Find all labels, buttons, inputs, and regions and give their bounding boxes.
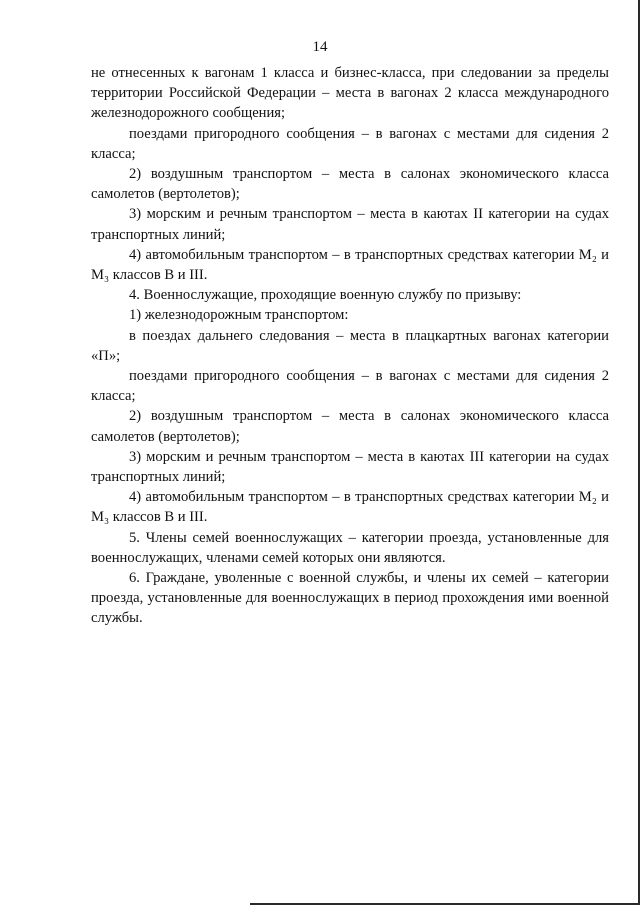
paragraph-section-4-heading: 4. Военнослужащие, проходящие военную службу по призыву: bbox=[129, 287, 522, 304]
paragraph-suburban-train-2: поездами пригородного сообщения – в вагонах с местами для сидения 2 класса; bbox=[91, 368, 609, 405]
paragraph-section-6: 6. Граждане, уволенные с военной службы, и члены их семей – категории проезда, установленные для военнослужащих в период прохождения ими военной службы. bbox=[91, 570, 609, 627]
paragraph-sea-river-transport-1: 3) морским и речным транспортом – места в каютах II категории на судах транспортных линий; bbox=[91, 206, 609, 243]
paragraph-air-transport-1: 2) воздушным транспортом – места в салонах экономического класса самолетов (вертолетов); bbox=[91, 166, 609, 203]
paragraph-continuation: не отнесенных к вагонам 1 класса и бизнес-класса, при следовании за пределы территории Российской Федерации – места в вагонах 2 класса международного железнодорожного сообщения; bbox=[91, 65, 609, 122]
document-body bbox=[91, 63, 609, 629]
paragraph-suburban-train-1: поездами пригородного сообщения – в вагонах с местами для сидения 2 класса; bbox=[91, 125, 609, 162]
paragraph-rail-transport: 1) железнодорожным транспортом: bbox=[129, 307, 349, 324]
paragraph-road-transport-2: 4) автомобильным транспортом – в транспортных средствах категории M₂ и M₃ классов B и III. bbox=[91, 489, 609, 526]
paragraph-air-transport-2: 2) воздушным транспортом – места в салонах экономического класса самолетов (вертолетов); bbox=[91, 408, 609, 445]
paragraph-sea-river-transport-2: 3) морским и речным транспортом – места в каютах III категории на судах транспортных линий; bbox=[91, 448, 609, 486]
paragraph-long-distance-train: в поездах дальнего следования – места в плацкартных вагонах категории «П»; bbox=[91, 327, 609, 364]
paragraph-road-transport-1: 4) автомобильным транспортом – в транспортных средствах категории M₂ и M₃ классов B и III. bbox=[91, 246, 609, 284]
paragraph-section-5: 5. Члены семей военнослужащих – категории проезда, установленные для военнослужащих, членами семей которых они являются. bbox=[91, 529, 609, 566]
page-number: 14 bbox=[312, 39, 328, 55]
